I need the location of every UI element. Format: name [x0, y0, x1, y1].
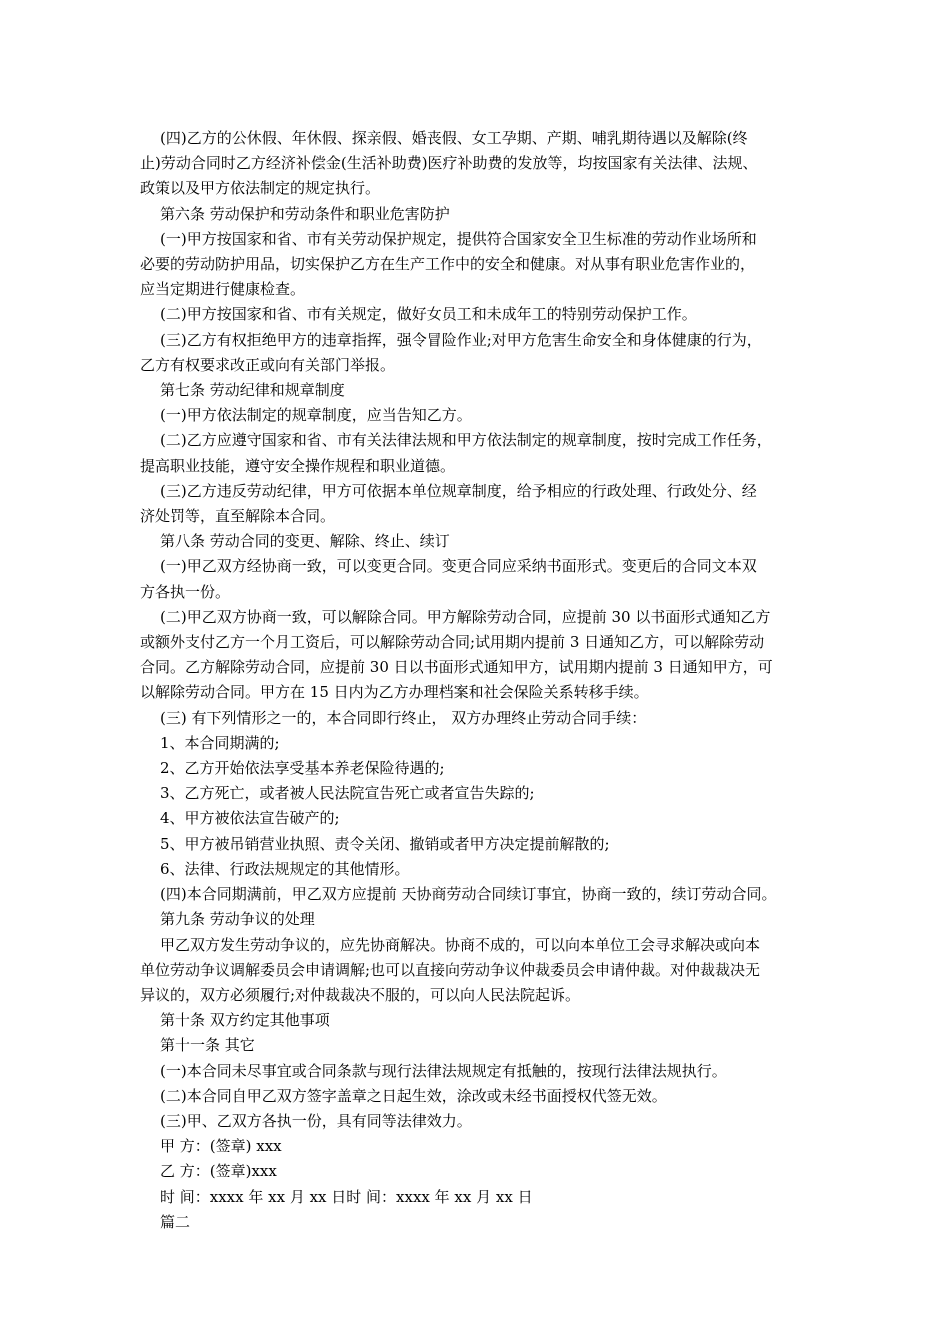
- paragraph-line: 应当定期进行健康检查。: [140, 280, 306, 299]
- paragraph-line-first: (一)甲方按国家和省、市有关劳动保护规定，提供符合国家安全卫生标准的劳动作业场所和: [160, 229, 757, 248]
- paragraph-line-first: 第九条 劳动争议的处理: [160, 910, 315, 929]
- paragraph-line-first: 第七条 劳动纪律和规章制度: [160, 381, 345, 400]
- paragraph-line-first: 3、乙方死亡，或者被人民法院宣告死亡或者宣告失踪的;: [160, 784, 535, 803]
- paragraph-line-first: 4、甲方被依法宣告破产的;: [160, 809, 340, 828]
- paragraph-line-first: (一)本合同未尽事宜或合同条款与现行法律法规规定有抵触的，按现行法律法规执行。: [160, 1061, 727, 1080]
- paragraph-line: 政策以及甲方依法制定的规定执行。: [140, 179, 381, 198]
- paragraph-line: 乙方有权要求改正或向有关部门举报。: [140, 355, 396, 374]
- paragraph-line-first: (一)甲乙双方经协商一致，可以变更合同。变更合同应采纳书面形式。变更后的合同文本双: [160, 557, 757, 576]
- paragraph-line-first: 第十一条 其它: [160, 1036, 255, 1055]
- paragraph-line-first: (一)甲方依法制定的规章制度，应当告知乙方。: [160, 406, 472, 425]
- paragraph-line-first: 第八条 劳动合同的变更、解除、终止、续订: [160, 532, 450, 551]
- paragraph-line-first: 乙 方：(签章)xxx: [160, 1162, 277, 1181]
- paragraph-line-first: 6、法律、行政法规规定的其他情形。: [160, 859, 410, 878]
- paragraph-line-first: 1、本合同期满的;: [160, 733, 280, 752]
- paragraph-line-first: 2、乙方开始依法享受基本养老保险待遇的;: [160, 759, 445, 778]
- paragraph-line: 或额外支付乙方一个月工资后，可以解除劳动合同;试用期内提前 3 日通知乙方，可以解除劳动: [140, 633, 765, 652]
- paragraph-line-first: (四)乙方的公休假、年休假、探亲假、婚丧假、女工孕期、产期、哺乳期待遇以及解除(终: [160, 129, 748, 147]
- paragraph-line: 方各执一份。: [140, 582, 231, 601]
- paragraph-line-first: (二)甲方按国家和省、市有关规定，做好女员工和未成年工的特别劳动保护工作。: [160, 305, 697, 324]
- paragraph-line: 必要的劳动防护用品，切实保护乙方在生产工作中的安全和健康。对从事有职业危害作业的，: [140, 255, 756, 274]
- paragraph-line-first: (三)乙方有权拒绝甲方的违章指挥，强令冒险作业;对甲方危害生命安全和身体健康的行为，: [160, 330, 762, 349]
- paragraph-line: 合同。乙方解除劳动合同，应提前 30 日以书面形式通知甲方，试用期内提前 3 日通知甲方，可: [140, 658, 773, 677]
- paragraph-line: 止)劳动合同时乙方经济补偿金(生活补助费)医疗补助费的发放等，均按国家有关法律、法规、: [140, 154, 758, 173]
- paragraph-line-first: (四)本合同期满前，甲乙双方应提前 天协商劳动合同续订事宜，协商一致的，续订劳动合同。: [160, 885, 777, 904]
- paragraph-line-first: (三)乙方违反劳动纪律，甲方可依据本单位规章制度，给予相应的行政处理、行政处分、经: [160, 481, 757, 500]
- paragraph-line: 以解除劳动合同。甲方在 15 日内为乙方办理档案和社会保险关系转移手续。: [140, 683, 649, 702]
- paragraph-line-first: (二)本合同自甲乙双方签字盖章之日起生效，涂改或未经书面授权代签无效。: [160, 1086, 667, 1105]
- paragraph-line: 济处罚等，直至解除本合同。: [140, 507, 336, 526]
- paragraph-line-first: (二)甲乙双方协商一致，可以解除合同。甲方解除劳动合同，应提前 30 以书面形式通知乙方: [160, 607, 771, 626]
- paragraph-line-first: 篇二: [160, 1212, 191, 1231]
- paragraph-line-first: 5、甲方被吊销营业执照、责令关闭、撤销或者甲方决定提前解散的;: [160, 834, 610, 853]
- paragraph-line-first: 甲 方：(签章) xxx: [160, 1137, 282, 1156]
- paragraph-line: 异议的，双方必须履行;对仲裁裁决不服的，可以向人民法院起诉。: [140, 985, 581, 1004]
- paragraph-line-first: 第六条 劳动保护和劳动条件和职业危害防护: [160, 204, 450, 223]
- paragraph-line-first: 时 间：xxxx 年 xx 月 xx 日时 间：xxxx 年 xx 月 xx 日: [160, 1187, 533, 1206]
- paragraph-line-first: 第十条 双方约定其他事项: [160, 1011, 330, 1030]
- paragraph-line-first: (三)甲、乙双方各执一份，具有同等法律效力。: [160, 1111, 472, 1130]
- paragraph-line-first: 甲乙双方发生劳动争议的，应先协商解决。协商不成的，可以向本单位工会寻求解决或向本: [160, 935, 761, 954]
- paragraph-line: 提高职业技能，遵守安全操作规程和职业道德。: [140, 456, 456, 475]
- paragraph-line: 单位劳动争议调解委员会申请调解;也可以直接向劳动争议仲裁委员会申请仲裁。对仲裁裁决无: [140, 960, 761, 979]
- paragraph-line-first: (二)乙方应遵守国家和省、市有关法律法规和甲方依法制定的规章制度，按时完成工作任务，: [160, 431, 772, 450]
- document-body: [140, 126, 830, 1235]
- paragraph-line-first: (三) 有下列情形之一的，本合同即行终止， 双方办理终止劳动合同手续：: [160, 708, 647, 727]
